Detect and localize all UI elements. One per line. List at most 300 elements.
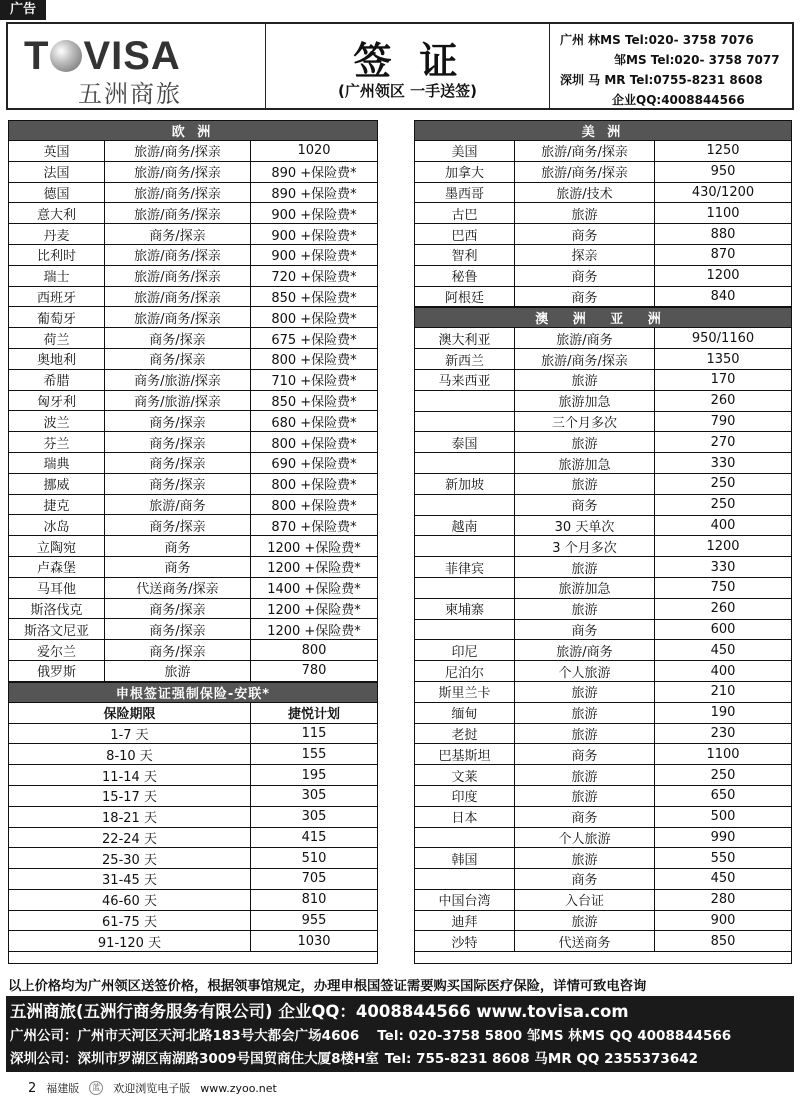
- table-row: [415, 224, 792, 245]
- table-cell: 190: [655, 702, 792, 723]
- table-cell: 商务: [515, 494, 655, 515]
- table-cell: [415, 411, 515, 432]
- site-link[interactable]: www.zyoo.net: [200, 1081, 277, 1095]
- table-row: [415, 848, 792, 869]
- table-row: [9, 577, 378, 598]
- table-row: [9, 556, 378, 577]
- table-cell: 马耳他: [9, 577, 105, 598]
- table-cell: 古巴: [415, 203, 515, 224]
- table-cell: 迪拜: [415, 910, 515, 931]
- table-cell: 210: [655, 681, 792, 702]
- table-cell: 430/1200: [655, 182, 792, 203]
- table-cell: 商务: [515, 224, 655, 245]
- americas-table: [414, 120, 792, 307]
- table-cell: 中国台湾: [415, 889, 515, 910]
- table-cell: 955: [251, 910, 378, 931]
- table-cell: 旅游/商务/探亲: [105, 182, 251, 203]
- table-row: [9, 494, 378, 515]
- table-cell: 850 +保险费*: [251, 286, 378, 307]
- table-cell: 商务: [515, 619, 655, 640]
- table-cell: 泰国: [415, 432, 515, 453]
- company-footer: [6, 996, 794, 1072]
- insurance-header-period: 保险期限: [9, 702, 251, 723]
- table-cell: 720 +保险费*: [251, 265, 378, 286]
- table-cell: 旅游/商务/探亲: [515, 161, 655, 182]
- table-cell: 15-17 天: [9, 785, 251, 806]
- table-cell: 捷克: [9, 494, 105, 515]
- table-row: [9, 910, 378, 931]
- contact-line: 邹MS Tel:020- 3758 7077: [614, 53, 780, 67]
- table-cell: 商务/探亲: [105, 224, 251, 245]
- table-cell: 250: [655, 473, 792, 494]
- table-cell: 400: [655, 515, 792, 536]
- table-row: [415, 619, 792, 640]
- table-cell: 丹麦: [9, 224, 105, 245]
- table-cell: 450: [655, 869, 792, 890]
- table-row: [9, 889, 378, 910]
- table-row: [9, 869, 378, 890]
- table-row: [415, 598, 792, 619]
- table-cell: 1200 +保险费*: [251, 536, 378, 557]
- table-cell: 230: [655, 723, 792, 744]
- table-cell: 890 +保险费*: [251, 182, 378, 203]
- table-cell: 商务/探亲: [105, 432, 251, 453]
- table-cell: 旅游: [105, 660, 251, 681]
- table-cell: 德国: [9, 182, 105, 203]
- ad-tag: 广告: [0, 0, 46, 20]
- table-row: [9, 244, 378, 265]
- table-row: [9, 390, 378, 411]
- table-cell: 旅游/商务: [105, 494, 251, 515]
- table-row: [415, 390, 792, 411]
- contact-line: 企业QQ:4008844566: [612, 93, 745, 107]
- contact-line: 广州 林MS Tel:020- 3758 7076: [560, 33, 754, 47]
- table-cell: 650: [655, 785, 792, 806]
- table-row: [415, 411, 792, 432]
- globe-icon: [50, 40, 82, 72]
- table-cell: [415, 827, 515, 848]
- table-row: [9, 182, 378, 203]
- table-row: [9, 640, 378, 661]
- table-row: [415, 557, 792, 578]
- logo-wordmark: T VISA: [24, 34, 181, 78]
- table-cell: 800: [251, 640, 378, 661]
- table-cell: 870: [655, 244, 792, 265]
- table-row: [415, 536, 792, 557]
- table-row: [9, 660, 378, 681]
- table-cell: 880: [655, 224, 792, 245]
- table-cell: 旅游: [515, 765, 655, 786]
- table-cell: 马来西亚: [415, 369, 515, 390]
- table-cell: 葡萄牙: [9, 307, 105, 328]
- table-cell: 46-60 天: [9, 889, 251, 910]
- table-cell: 旅游: [515, 432, 655, 453]
- contact-line: 深圳 马 MR Tel:0755-8231 8608: [560, 73, 763, 87]
- table-cell: 新西兰: [415, 349, 515, 370]
- table-row: [415, 349, 792, 370]
- table-cell: 入台证: [515, 889, 655, 910]
- table-row: [9, 432, 378, 453]
- table-cell: 商务: [105, 536, 251, 557]
- table-cell: 710 +保险费*: [251, 369, 378, 390]
- table-row: [9, 369, 378, 390]
- table-cell: 1200: [655, 265, 792, 286]
- table-cell: 1200 +保险费*: [251, 556, 378, 577]
- table-cell: 600: [655, 619, 792, 640]
- table-cell: 巴基斯坦: [415, 744, 515, 765]
- table-row: [415, 515, 792, 536]
- table-cell: 挪威: [9, 473, 105, 494]
- right-column: [414, 120, 792, 952]
- table-cell: 旅游: [515, 598, 655, 619]
- table-cell: 日本: [415, 806, 515, 827]
- table-row: [415, 681, 792, 702]
- table-cell: 790: [655, 411, 792, 432]
- table-cell: 900 +保险费*: [251, 203, 378, 224]
- table-cell: 旅游: [515, 203, 655, 224]
- table-cell: 印尼: [415, 640, 515, 661]
- table-row: [415, 661, 792, 682]
- table-row: [415, 785, 792, 806]
- table-cell: [415, 390, 515, 411]
- table-cell: 870 +保险费*: [251, 515, 378, 536]
- table-cell: 波兰: [9, 411, 105, 432]
- table-cell: 900 +保险费*: [251, 224, 378, 245]
- table-row: [9, 348, 378, 369]
- table-row: [415, 806, 792, 827]
- table-cell: 31-45 天: [9, 869, 251, 890]
- price-notice: 以上价格均为广州领区送签价格，根据领事馆规定，办理申根国签证需要购买国际医疗保险，详情可致电咨询: [8, 979, 647, 994]
- table-cell: 950: [655, 161, 792, 182]
- table-cell: 260: [655, 390, 792, 411]
- table-cell: 阿根廷: [415, 286, 515, 307]
- table-cell: 850 +保险费*: [251, 390, 378, 411]
- table-cell: [415, 577, 515, 598]
- guangzhou-office: 广州公司：广州市天河区天河北路183号大都会广场4606 Tel: 020-3758 5800 邹MS 林MS QQ 4008844566: [10, 1028, 732, 1044]
- table-cell: 法国: [9, 161, 105, 182]
- insurance-table: [8, 682, 378, 953]
- table-row: [9, 452, 378, 473]
- table-cell: 韩国: [415, 848, 515, 869]
- table-cell: 1100: [655, 744, 792, 765]
- magazine-badge-icon: 蓝: [89, 1081, 103, 1095]
- table-row: [415, 203, 792, 224]
- table-cell: 旅游/商务/探亲: [105, 307, 251, 328]
- table-cell: 旅游加急: [515, 390, 655, 411]
- table-cell: 沙特: [415, 931, 515, 952]
- table-cell: 680 +保险费*: [251, 411, 378, 432]
- table-cell: 旅游: [515, 785, 655, 806]
- table-row: [415, 432, 792, 453]
- table-cell: 印度: [415, 785, 515, 806]
- table-cell: 415: [251, 827, 378, 848]
- table-cell: 800 +保险费*: [251, 473, 378, 494]
- table-row: [9, 141, 378, 162]
- table-row: [415, 723, 792, 744]
- table-cell: 800 +保险费*: [251, 348, 378, 369]
- table-row: [415, 328, 792, 349]
- table-cell: 305: [251, 785, 378, 806]
- table-cell: 500: [655, 806, 792, 827]
- table-cell: 商务/探亲: [105, 452, 251, 473]
- table-cell: 旅游: [515, 369, 655, 390]
- table-cell: 旅游/商务/探亲: [105, 244, 251, 265]
- insurance-header-plan: 捷悦计划: [251, 702, 378, 723]
- table-cell: 旅游/商务/探亲: [105, 286, 251, 307]
- table-cell: 西班牙: [9, 286, 105, 307]
- table-cell: 270: [655, 432, 792, 453]
- table-cell: 850: [655, 931, 792, 952]
- table-cell: [415, 869, 515, 890]
- table-cell: 1350: [655, 349, 792, 370]
- table-cell: 商务/探亲: [105, 473, 251, 494]
- logo: [8, 24, 266, 108]
- table-cell: 990: [655, 827, 792, 848]
- table-cell: 比利时: [9, 244, 105, 265]
- table-cell: 3 个月多次: [515, 536, 655, 557]
- table-cell: 商务/旅游/探亲: [105, 390, 251, 411]
- table-row: [415, 869, 792, 890]
- table-row: [415, 702, 792, 723]
- table-cell: 900 +保险费*: [251, 244, 378, 265]
- table-cell: 商务/探亲: [105, 640, 251, 661]
- table-row: [415, 577, 792, 598]
- table-cell: 155: [251, 744, 378, 765]
- table-cell: 斯洛伐克: [9, 598, 105, 619]
- table-row: [415, 640, 792, 661]
- table-row: [415, 244, 792, 265]
- table-cell: 250: [655, 494, 792, 515]
- table-cell: 商务: [515, 265, 655, 286]
- section-title-asia: 澳 洲 亚 洲: [415, 308, 792, 328]
- table-cell: [415, 536, 515, 557]
- table-cell: 115: [251, 723, 378, 744]
- table-cell: 旅游/商务/探亲: [105, 203, 251, 224]
- table-cell: 斯里兰卡: [415, 681, 515, 702]
- table-row: [415, 286, 792, 307]
- table-row: [415, 931, 792, 952]
- table-cell: 个人旅游: [515, 827, 655, 848]
- table-cell: 秘鲁: [415, 265, 515, 286]
- europe-table: [8, 120, 378, 682]
- table-row: [9, 931, 378, 952]
- table-row: [415, 910, 792, 931]
- table-cell: 英国: [9, 141, 105, 162]
- table-cell: 商务/旅游/探亲: [105, 369, 251, 390]
- table-row: [415, 182, 792, 203]
- table-row: [415, 473, 792, 494]
- table-row: [415, 889, 792, 910]
- table-cell: 170: [655, 369, 792, 390]
- table-row: [9, 765, 378, 786]
- table-cell: 950/1160: [655, 328, 792, 349]
- edition-label: 福建版: [46, 1082, 80, 1095]
- table-row: [9, 203, 378, 224]
- table-cell: 商务/探亲: [105, 598, 251, 619]
- table-cell: 780: [251, 660, 378, 681]
- table-cell: 芬兰: [9, 432, 105, 453]
- table-cell: 商务/探亲: [105, 411, 251, 432]
- table-cell: 文莱: [415, 765, 515, 786]
- table-cell: 立陶宛: [9, 536, 105, 557]
- table-row: [415, 453, 792, 474]
- table-cell: 商务/探亲: [105, 348, 251, 369]
- table-cell: 旅游: [515, 681, 655, 702]
- table-cell: 旅游/商务: [515, 640, 655, 661]
- table-cell: 商务/探亲: [105, 328, 251, 349]
- table-cell: 900: [655, 910, 792, 931]
- table-cell: 800 +保险费*: [251, 307, 378, 328]
- table-row: [9, 619, 378, 640]
- table-cell: 柬埔寨: [415, 598, 515, 619]
- table-row: [9, 723, 378, 744]
- table-cell: 260: [655, 598, 792, 619]
- table-cell: 旅游/商务/探亲: [515, 349, 655, 370]
- table-cell: 195: [251, 765, 378, 786]
- table-cell: 个人旅游: [515, 661, 655, 682]
- table-row: [9, 161, 378, 182]
- table-cell: 8-10 天: [9, 744, 251, 765]
- table-cell: 400: [655, 661, 792, 682]
- table-cell: 705: [251, 869, 378, 890]
- table-cell: 690 +保险费*: [251, 452, 378, 473]
- table-cell: 缅甸: [415, 702, 515, 723]
- table-cell: 新加坡: [415, 473, 515, 494]
- table-cell: 750: [655, 577, 792, 598]
- table-cell: 商务/探亲: [105, 619, 251, 640]
- table-cell: 旅游/商务/探亲: [515, 141, 655, 162]
- table-cell: 510: [251, 848, 378, 869]
- table-cell: 1-7 天: [9, 723, 251, 744]
- table-cell: 61-75 天: [9, 910, 251, 931]
- table-row: [9, 848, 378, 869]
- table-cell: 爱尔兰: [9, 640, 105, 661]
- table-cell: 30 天单次: [515, 515, 655, 536]
- table-cell: 瑞士: [9, 265, 105, 286]
- table-cell: 890 +保险费*: [251, 161, 378, 182]
- slogan: 欢迎浏览电子版: [113, 1082, 191, 1095]
- table-row: [9, 598, 378, 619]
- table-cell: 智利: [415, 244, 515, 265]
- table-cell: 商务: [515, 744, 655, 765]
- table-row: [9, 411, 378, 432]
- table-row: [9, 785, 378, 806]
- page-subtitle: (广州领区 一手送签): [338, 82, 477, 100]
- page-footer: [28, 1080, 277, 1096]
- price-tables: [8, 120, 792, 970]
- table-row: [9, 265, 378, 286]
- table-cell: 1250: [655, 141, 792, 162]
- table-cell: 675 +保险费*: [251, 328, 378, 349]
- table-cell: 三个月多次: [515, 411, 655, 432]
- contact-info: [550, 24, 792, 108]
- title-block: [266, 24, 550, 108]
- table-cell: 250: [655, 765, 792, 786]
- section-title-americas: 美 洲: [415, 121, 792, 141]
- table-cell: 旅游: [515, 702, 655, 723]
- table-cell: 老挝: [415, 723, 515, 744]
- table-cell: 22-24 天: [9, 827, 251, 848]
- logo-cn: 五洲商旅: [78, 80, 182, 108]
- header: [6, 22, 794, 110]
- table-row: [415, 369, 792, 390]
- table-cell: 1200: [655, 536, 792, 557]
- table-cell: 旅游/商务/探亲: [105, 161, 251, 182]
- table-cell: 澳大利亚: [415, 328, 515, 349]
- table-cell: 尼泊尔: [415, 661, 515, 682]
- table-cell: 代送商务/探亲: [105, 577, 251, 598]
- asia-table: [414, 307, 792, 952]
- table-row: [9, 473, 378, 494]
- table-row: [415, 494, 792, 515]
- table-cell: 11-14 天: [9, 765, 251, 786]
- table-cell: 意大利: [9, 203, 105, 224]
- table-cell: 25-30 天: [9, 848, 251, 869]
- left-column: [8, 120, 378, 952]
- table-cell: 商务: [515, 286, 655, 307]
- table-cell: 荷兰: [9, 328, 105, 349]
- table-cell: 330: [655, 557, 792, 578]
- table-cell: [415, 453, 515, 474]
- table-row: [415, 141, 792, 162]
- table-cell: 旅游/商务/探亲: [105, 141, 251, 162]
- section-title-insurance: 申根签证强制保险-安联*: [9, 682, 378, 702]
- table-cell: 1030: [251, 931, 378, 952]
- table-cell: 旅游: [515, 848, 655, 869]
- table-cell: 巴西: [415, 224, 515, 245]
- table-cell: 810: [251, 889, 378, 910]
- table-cell: 旅游: [515, 723, 655, 744]
- table-cell: 匈牙利: [9, 390, 105, 411]
- table-cell: 旅游/商务: [515, 328, 655, 349]
- table-row: [415, 765, 792, 786]
- table-row: [415, 744, 792, 765]
- table-row: [9, 536, 378, 557]
- table-cell: 1100: [655, 203, 792, 224]
- table-cell: 瑞典: [9, 452, 105, 473]
- table-row: [415, 265, 792, 286]
- table-cell: 800 +保险费*: [251, 432, 378, 453]
- table-cell: 550: [655, 848, 792, 869]
- company-name-line: 五洲商旅(五洲行商务服务有限公司) 企业QQ：4008844566 www.tovisa.com: [10, 1002, 629, 1021]
- table-cell: 商务: [515, 869, 655, 890]
- table-cell: 商务: [515, 806, 655, 827]
- table-cell: 1400 +保险费*: [251, 577, 378, 598]
- table-cell: 美国: [415, 141, 515, 162]
- table-cell: 奥地利: [9, 348, 105, 369]
- table-row: [9, 515, 378, 536]
- table-cell: 商务: [105, 556, 251, 577]
- table-cell: 越南: [415, 515, 515, 536]
- table-cell: 91-120 天: [9, 931, 251, 952]
- table-cell: 墨西哥: [415, 182, 515, 203]
- table-row: [9, 224, 378, 245]
- table-cell: 旅游/商务/探亲: [105, 265, 251, 286]
- table-cell: 希腊: [9, 369, 105, 390]
- table-cell: 代送商务: [515, 931, 655, 952]
- table-cell: 菲律宾: [415, 557, 515, 578]
- table-cell: 旅游加急: [515, 577, 655, 598]
- table-cell: 1200 +保险费*: [251, 598, 378, 619]
- table-row: [9, 806, 378, 827]
- table-cell: 18-21 天: [9, 806, 251, 827]
- table-cell: 305: [251, 806, 378, 827]
- table-row: [9, 328, 378, 349]
- table-cell: 450: [655, 640, 792, 661]
- table-cell: 俄罗斯: [9, 660, 105, 681]
- table-cell: 330: [655, 453, 792, 474]
- table-row: [9, 744, 378, 765]
